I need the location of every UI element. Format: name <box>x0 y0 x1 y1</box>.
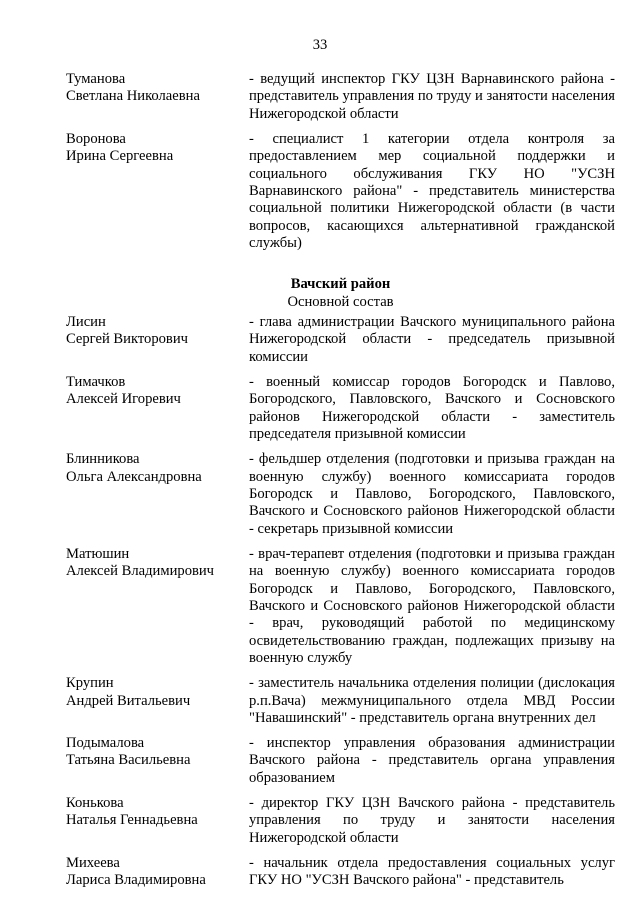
member-entry <box>66 855 615 890</box>
member-surname: Тимачков <box>66 373 126 390</box>
member-entry <box>66 131 615 253</box>
member-surname: Подымалова <box>66 734 145 751</box>
member-given-names: Андрей Витальевич <box>66 692 191 709</box>
member-entry <box>66 451 615 538</box>
member-surname: Воронова <box>66 130 126 147</box>
district-title: Вачский район <box>290 276 391 293</box>
member-entry <box>66 675 615 727</box>
member-entry <box>66 546 615 668</box>
member-entry <box>66 374 615 444</box>
member-name <box>66 71 249 123</box>
member-surname: Крупин <box>66 675 114 692</box>
member-name <box>66 546 249 668</box>
member-surname: Матюшин <box>66 545 130 562</box>
composition-subtitle: Основной состав <box>287 293 394 310</box>
commission-list <box>66 71 615 897</box>
member-name <box>66 735 249 787</box>
member-entry <box>66 735 615 787</box>
member-surname: Конькова <box>66 794 124 811</box>
member-name <box>66 855 249 890</box>
member-entry <box>66 795 615 847</box>
member-role: - инспектор управления образования администрации Вачского района - представитель органа управления образованием <box>249 734 615 786</box>
member-given-names: Светлана Николаевна <box>66 88 200 105</box>
member-role: - специалист 1 категории отдела контроля за предоставлением мер социальной поддержки и социального обслуживания ГКУ НО "УСЗН Варнавинского района" - представитель министерства социальной политики Нижегородской области (в части вопросов, касающихся альтернативной гражданской службы) <box>249 130 615 252</box>
member-surname: Михеева <box>66 854 120 871</box>
member-entry <box>66 71 615 123</box>
member-given-names: Татьяна Васильевна <box>66 752 191 769</box>
district-section-header <box>66 260 615 314</box>
member-entry <box>66 314 615 366</box>
member-role: - военный комиссар городов Богородск и Павлово, Богородского, Павловского, Вачского и Сосновского районов Нижегородской области - заместитель председателя призывной комиссии <box>249 373 615 443</box>
member-given-names: Ирина Сергеевна <box>66 148 174 165</box>
member-name <box>66 374 249 444</box>
member-name <box>66 451 249 538</box>
member-role: - начальник отдела предоставления социальных услуг ГКУ НО "УСЗН Вачского района" - представитель <box>249 854 615 888</box>
member-name <box>66 675 249 727</box>
member-given-names: Сергей Викторович <box>66 331 188 348</box>
member-given-names: Ольга Александровна <box>66 468 202 485</box>
member-surname: Лисин <box>66 314 106 331</box>
member-surname: Туманова <box>66 71 126 87</box>
member-given-names: Лариса Владимировна <box>66 872 206 888</box>
member-given-names: Алексей Владимирович <box>66 563 215 580</box>
member-role: - врач-терапевт отделения (подготовки и призыва граждан на военную службу) военного комиссариата городов Богородск и Павлово, Богородского, Павловского, Вачского и Сосновского районов Нижегородской области - врач, руководящий работой по медицинскому освидетельствованию граждан, подлежащих призыву на военную службу <box>249 545 615 667</box>
page-number: 33 <box>312 37 328 53</box>
member-given-names: Наталья Геннадьевна <box>66 812 198 829</box>
member-role: - глава администрации Вачского муниципального района Нижегородской области - председатель призывной комиссии <box>249 314 615 365</box>
member-role: - фельдшер отделения (подготовки и призыва граждан на военную службу) военного комиссариата городов Богородск и Павлово, Богородского, Павловского, Вачского и Сосновского районов Нижегородской области - секретарь призывной комиссии <box>249 451 615 537</box>
member-surname: Блинникова <box>66 451 140 468</box>
member-name <box>66 131 249 253</box>
member-name <box>66 314 249 366</box>
member-name <box>66 795 249 847</box>
member-role: - заместитель начальника отделения полиции (дислокация р.п.Вача) межмуниципального отдела МВД России "Навашинский" - представитель органа внутренних дел <box>249 675 615 726</box>
member-role: - ведущий инспектор ГКУ ЦЗН Варнавинского района - представитель управления по труду и занятости населения Нижегородской области <box>249 71 615 122</box>
member-role: - директор ГКУ ЦЗН Вачского района - представитель управления по труду и занятости населения Нижегородской области <box>249 794 615 846</box>
member-given-names: Алексей Игоревич <box>66 391 181 408</box>
